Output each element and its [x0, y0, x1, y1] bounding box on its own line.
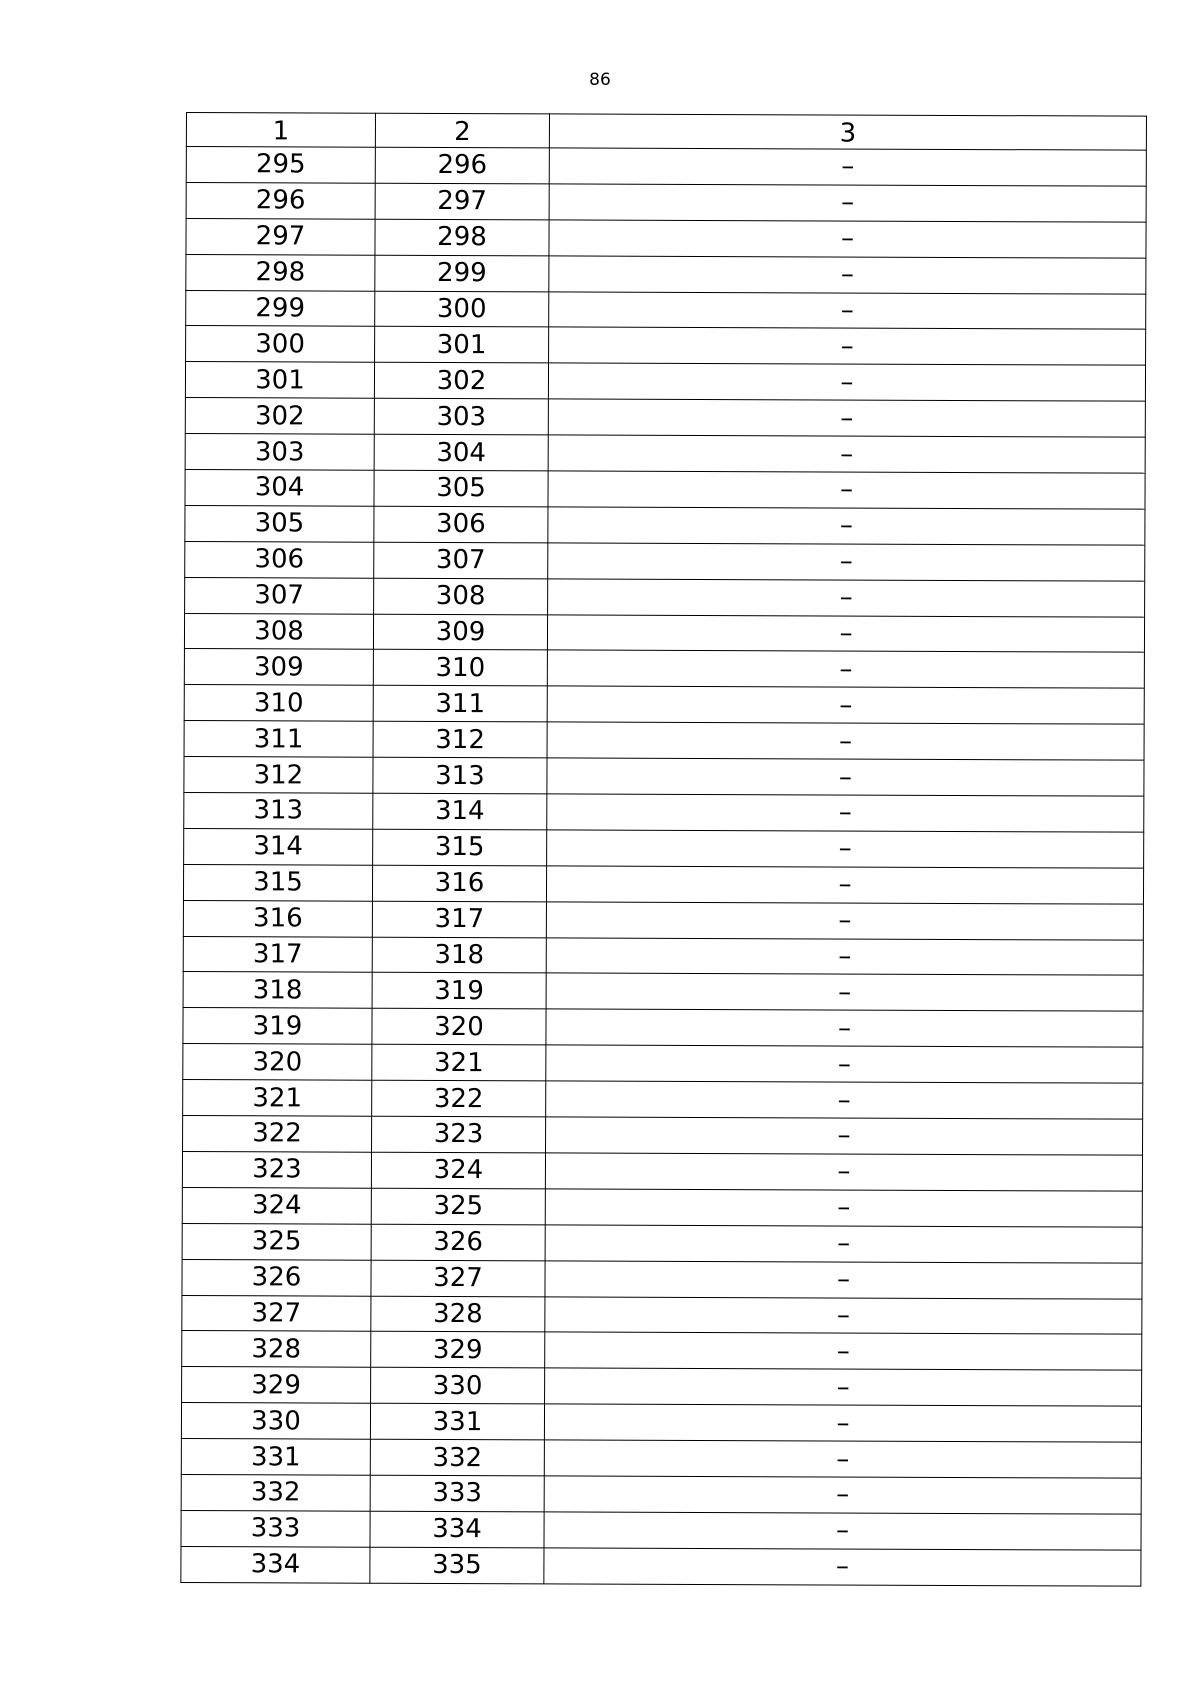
- table-cell-col-1: 327: [182, 1295, 371, 1332]
- table-cell-col-1: 300: [186, 326, 375, 363]
- table-row: [184, 793, 1144, 833]
- table-cell-col-2: 333: [370, 1475, 544, 1512]
- table-row: [185, 541, 1145, 581]
- table-cell-col-1: 329: [182, 1367, 371, 1404]
- table-cell-col-2: 308: [374, 578, 548, 615]
- table-row: [186, 182, 1146, 222]
- table-cell-col-2: 316: [372, 865, 546, 902]
- table-row: [182, 1151, 1142, 1191]
- table-cell-col-2: 307: [374, 542, 548, 579]
- table-cell-col-2: 326: [371, 1224, 545, 1261]
- table-row: [184, 828, 1144, 868]
- table-row: [185, 470, 1145, 510]
- table-cell-col-1: 332: [181, 1474, 370, 1511]
- table-cell-col-1: 304: [185, 470, 374, 507]
- table-cell-col-2: 325: [371, 1188, 545, 1225]
- table-cell-col-3: –: [546, 1009, 1143, 1047]
- table-cell-col-3: –: [546, 1045, 1143, 1083]
- table-cell-col-1: 328: [182, 1331, 371, 1368]
- table-row: [184, 757, 1144, 797]
- table-container: [180, 112, 1146, 1586]
- table-row: [186, 254, 1146, 294]
- table-cell-col-3: –: [548, 399, 1145, 437]
- table-row: [181, 1546, 1141, 1586]
- table-cell-col-2: 302: [374, 363, 548, 400]
- table-cell-col-1: 305: [185, 505, 374, 542]
- table-cell-col-1: 326: [182, 1259, 371, 1296]
- header-cell-1: 1: [186, 113, 375, 148]
- table-row: [182, 1295, 1142, 1335]
- table-cell-col-3: –: [546, 866, 1143, 904]
- table-cell-col-3: –: [546, 937, 1143, 975]
- table-row: [184, 721, 1144, 761]
- table-row: [181, 1439, 1141, 1479]
- table-cell-col-3: –: [548, 471, 1145, 509]
- table-cell-col-1: 323: [182, 1151, 371, 1188]
- table-row: [181, 1474, 1141, 1514]
- table-cell-col-1: 318: [183, 972, 372, 1009]
- table-row: [184, 613, 1144, 653]
- table-cell-col-2: 324: [371, 1152, 545, 1189]
- table-cell-col-2: 318: [372, 937, 546, 974]
- table-cell-col-3: –: [547, 758, 1144, 796]
- table-cell-col-2: 327: [371, 1260, 545, 1297]
- table-cell-col-3: –: [548, 579, 1145, 617]
- table-cell-col-3: –: [544, 1404, 1141, 1442]
- table-row: [183, 972, 1143, 1012]
- table-cell-col-3: –: [546, 1081, 1143, 1119]
- table-cell-col-2: 312: [373, 721, 547, 758]
- table-cell-col-2: 304: [374, 434, 548, 471]
- table-row: [181, 1510, 1141, 1550]
- table-cell-col-2: 303: [374, 398, 548, 435]
- table-row: [183, 864, 1143, 904]
- table-cell-col-3: –: [544, 1512, 1141, 1550]
- table-body: [181, 113, 1147, 1586]
- table-cell-col-1: 324: [182, 1187, 371, 1224]
- table-cell-col-1: 301: [185, 362, 374, 399]
- table-cell-col-1: 334: [181, 1546, 370, 1583]
- page-number: 86: [589, 70, 611, 90]
- table-cell-col-1: 315: [183, 864, 372, 901]
- table-row: [183, 1008, 1143, 1048]
- table-cell-col-2: 320: [372, 1009, 546, 1046]
- table-cell-col-1: 299: [186, 290, 375, 327]
- table-cell-col-1: 295: [186, 147, 375, 184]
- table-cell-col-3: –: [547, 650, 1144, 688]
- table-cell-col-2: 317: [372, 901, 546, 938]
- table-cell-col-1: 325: [182, 1223, 371, 1260]
- table-cell-col-3: –: [546, 1117, 1143, 1155]
- table-cell-col-1: 316: [183, 900, 372, 937]
- table-row: [185, 505, 1145, 545]
- table-cell-col-3: –: [549, 184, 1146, 222]
- table-row: [184, 685, 1144, 725]
- table-cell-col-3: –: [545, 1368, 1142, 1406]
- table-row: [182, 1223, 1142, 1263]
- table-header-row: [186, 113, 1146, 151]
- table-row: [183, 900, 1143, 940]
- table-cell-col-1: 317: [183, 936, 372, 973]
- table-cell-col-1: 312: [184, 757, 373, 794]
- table-row: [183, 1044, 1143, 1084]
- table-cell-col-3: –: [545, 1332, 1142, 1370]
- table-cell-col-1: 308: [184, 613, 373, 650]
- table-row: [186, 290, 1146, 330]
- table-cell-col-3: –: [549, 256, 1146, 294]
- table-cell-col-3: –: [548, 543, 1145, 581]
- header-cell-2: 2: [375, 113, 549, 148]
- table-cell-col-2: 298: [375, 219, 549, 256]
- table-cell-col-2: 330: [371, 1367, 545, 1404]
- table-cell-col-2: 310: [373, 650, 547, 687]
- table-cell-col-2: 319: [372, 973, 546, 1010]
- table-cell-col-3: –: [549, 220, 1146, 258]
- table-cell-col-1: 330: [181, 1403, 370, 1440]
- table-cell-col-1: 320: [183, 1044, 372, 1081]
- table-row: [182, 1187, 1142, 1227]
- table-cell-col-1: 306: [185, 541, 374, 578]
- table-cell-col-2: 300: [375, 291, 549, 328]
- table-cell-col-1: 309: [184, 649, 373, 686]
- table-cell-col-2: 328: [371, 1296, 545, 1333]
- table-cell-col-3: –: [548, 363, 1145, 401]
- table-cell-col-3: –: [545, 1153, 1142, 1191]
- table-cell-col-1: 319: [183, 1008, 372, 1045]
- table-cell-col-2: 297: [375, 183, 549, 220]
- table-cell-col-3: –: [548, 507, 1145, 545]
- table-cell-col-3: –: [544, 1476, 1141, 1514]
- table-cell-col-2: 335: [370, 1547, 544, 1584]
- table-cell-col-3: –: [545, 1189, 1142, 1227]
- table-row: [186, 218, 1146, 258]
- table-row: [183, 936, 1143, 976]
- table-cell-col-3: –: [549, 327, 1146, 365]
- table-cell-col-1: 310: [184, 685, 373, 722]
- table-cell-col-3: –: [547, 686, 1144, 724]
- table-cell-col-1: 313: [184, 793, 373, 830]
- table-cell-col-2: 321: [372, 1044, 546, 1081]
- table-cell-col-3: –: [547, 614, 1144, 652]
- table-cell-col-1: 333: [181, 1510, 370, 1547]
- table-cell-col-2: 301: [375, 327, 549, 364]
- table-row: [182, 1331, 1142, 1371]
- table-cell-col-2: 311: [373, 686, 547, 723]
- table-row: [185, 362, 1145, 402]
- table-cell-col-3: –: [547, 722, 1144, 760]
- table-cell-col-2: 299: [375, 255, 549, 292]
- table-row: [186, 326, 1146, 366]
- header-cell-3: 3: [549, 114, 1146, 150]
- table-cell-col-3: –: [546, 973, 1143, 1011]
- table-cell-col-1: 322: [183, 1116, 372, 1153]
- table-cell-col-3: –: [545, 1296, 1142, 1334]
- table-cell-col-2: 323: [372, 1116, 546, 1153]
- table-cell-col-2: 305: [374, 470, 548, 507]
- table-cell-col-2: 332: [370, 1439, 544, 1476]
- table-cell-col-1: 296: [186, 182, 375, 219]
- table-row: [185, 434, 1145, 474]
- table-row: [182, 1367, 1142, 1407]
- table-cell-col-2: 296: [375, 147, 549, 184]
- table-cell-col-1: 302: [185, 398, 374, 435]
- data-table: [180, 112, 1147, 1586]
- table-cell-col-1: 331: [181, 1439, 370, 1476]
- table-row: [183, 1116, 1143, 1156]
- table-cell-col-3: –: [547, 794, 1144, 832]
- table-cell-col-1: 297: [186, 218, 375, 255]
- table-cell-col-2: 309: [373, 614, 547, 651]
- table-cell-col-1: 314: [184, 828, 373, 865]
- table-cell-col-3: –: [548, 435, 1145, 473]
- table-row: [185, 398, 1145, 438]
- table-cell-col-1: 321: [183, 1080, 372, 1117]
- table-cell-col-1: 303: [185, 434, 374, 471]
- table-cell-col-1: 311: [184, 721, 373, 758]
- table-cell-col-3: –: [545, 1225, 1142, 1263]
- table-cell-col-3: –: [545, 1260, 1142, 1298]
- table-cell-col-3: –: [549, 291, 1146, 329]
- table-row: [185, 577, 1145, 617]
- table-row: [183, 1080, 1143, 1120]
- table-cell-col-2: 313: [373, 757, 547, 794]
- table-cell-col-2: 334: [370, 1511, 544, 1548]
- table-cell-col-2: 331: [370, 1403, 544, 1440]
- table-cell-col-1: 298: [186, 254, 375, 291]
- table-row: [184, 649, 1144, 689]
- table-cell-col-1: 307: [185, 577, 374, 614]
- table-cell-col-2: 322: [372, 1080, 546, 1117]
- table-row: [186, 147, 1146, 187]
- table-cell-col-2: 329: [371, 1332, 545, 1369]
- table-cell-col-2: 306: [374, 506, 548, 543]
- table-row: [182, 1259, 1142, 1299]
- table-cell-col-3: –: [544, 1548, 1141, 1586]
- table-cell-col-2: 315: [373, 829, 547, 866]
- table-cell-col-3: –: [549, 148, 1146, 186]
- table-cell-col-2: 314: [373, 793, 547, 830]
- table-row: [181, 1403, 1141, 1443]
- table-cell-col-3: –: [546, 902, 1143, 940]
- table-cell-col-3: –: [547, 830, 1144, 868]
- table-cell-col-3: –: [544, 1440, 1141, 1478]
